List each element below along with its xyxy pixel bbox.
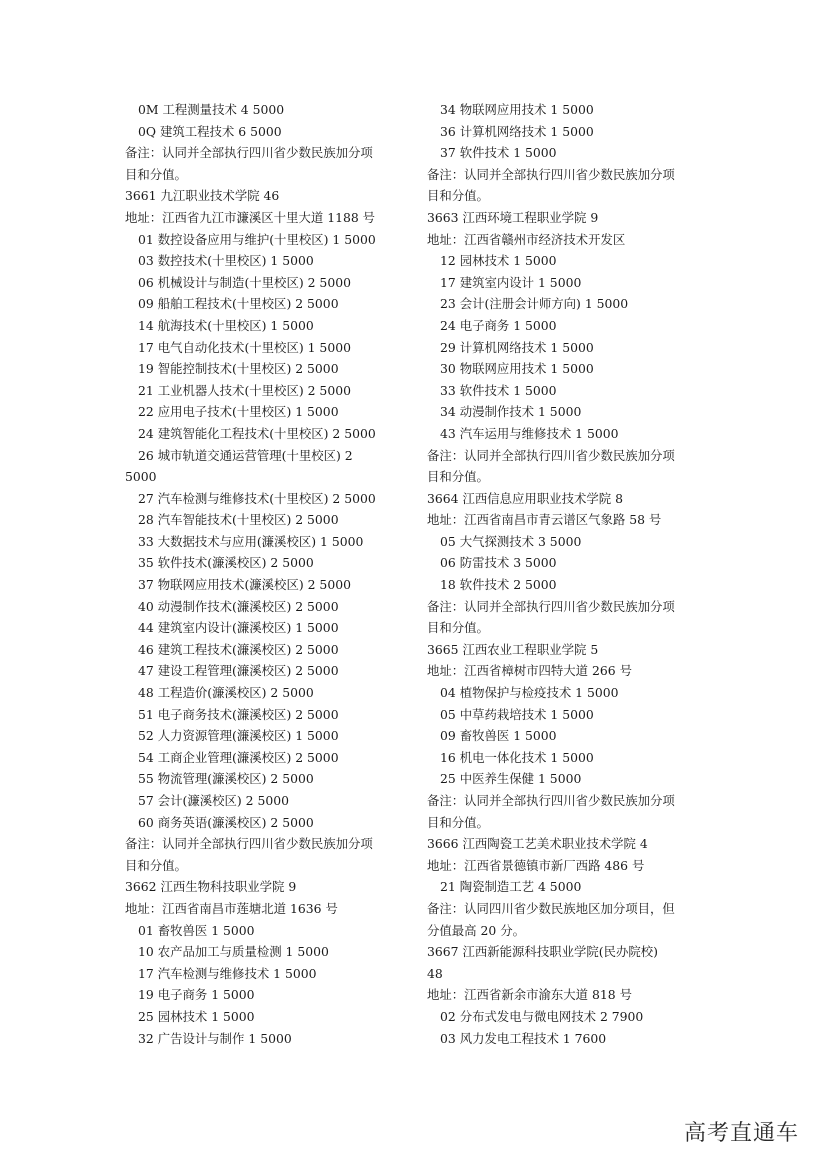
text-line: 04 植物保护与检疫技术 1 5000: [440, 685, 619, 701]
text-line: 43 汽车运用与维修技术 1 5000: [440, 425, 619, 441]
text-line: 34 动漫制作技术 1 5000: [440, 404, 582, 420]
text-line: 02 分布式发电与微电网技术 2 7900: [440, 1008, 644, 1024]
text-line: 备注：认同并全部执行四川省少数民族加分项: [427, 166, 675, 182]
text-line: 0M 工程测量技术 4 5000: [138, 102, 285, 117]
text-line: 3667 江西新能源科技职业学院(民办院校): [427, 944, 658, 960]
text-line: 16 机电一体化技术 1 5000: [440, 749, 594, 765]
text-line: 06 防雷技术 3 5000: [440, 555, 557, 571]
text-line: 3663 江西环境工程职业学院 9: [427, 209, 599, 225]
text-line: 地址：江西省赣州市经济技术开发区: [427, 231, 626, 247]
text-line: 26 城市轨道交通运营管理(十里校区) 2: [138, 447, 353, 463]
text-line: 地址：江西省九江市濂溪区十里大道 1188 号: [125, 209, 376, 225]
text-line: 48: [427, 965, 443, 981]
text-line: 地址：江西省南昌市青云谱区气象路 58 号: [427, 512, 662, 528]
text-line: 备注：认同并全部执行四川省少数民族加分项: [125, 145, 373, 161]
text-line: 09 船舶工程技术(十里校区) 2 5000: [138, 296, 339, 312]
text-line: 目和分值。: [427, 188, 489, 204]
text-line: 地址：江西省新余市渝东大道 818 号: [427, 987, 632, 1003]
text-line: 18 软件技术 2 5000: [440, 577, 557, 593]
text-line: 17 建筑室内设计 1 5000: [440, 274, 582, 290]
text-line: 3666 江西陶瓷工艺美术职业技术学院 4: [427, 836, 648, 852]
text-line: 备注：认同四川省少数民族地区加分项目，但: [427, 900, 675, 916]
text-line: 目和分值。: [427, 814, 489, 830]
text-line: 32 广告设计与制作 1 5000: [138, 1030, 292, 1046]
text-line: 3665 江西农业工程职业学院 5: [427, 641, 599, 657]
text-line: 21 工业机器人技术(十里校区) 2 5000: [138, 382, 351, 398]
text-line: 27 汽车检测与维修技术(十里校区) 2 5000: [138, 490, 376, 506]
text-line: 51 电子商务技术(濂溪校区) 2 5000: [138, 706, 339, 722]
text-line: 25 园林技术 1 5000: [138, 1008, 255, 1024]
text-line: 目和分值。: [125, 857, 187, 873]
text-line: 35 软件技术(濂溪校区) 2 5000: [138, 555, 314, 571]
text-line: 06 机械设计与制造(十里校区) 2 5000: [138, 274, 351, 290]
text-line: 目和分值。: [125, 166, 187, 182]
text-line: 60 商务英语(濂溪校区) 2 5000: [138, 814, 314, 830]
text-line: 0Q 建筑工程技术 6 5000: [138, 123, 282, 139]
text-line: 52 人力资源管理(濂溪校区) 1 5000: [138, 728, 339, 744]
text-line: 09 畜牧兽医 1 5000: [440, 728, 557, 744]
text-line: 备注：认同并全部执行四川省少数民族加分项: [125, 836, 373, 852]
text-line: 10 农产品加工与质量检测 1 5000: [138, 944, 329, 960]
text-line: 37 软件技术 1 5000: [440, 145, 557, 161]
text-line: 05 中草药栽培技术 1 5000: [440, 706, 594, 722]
right-column: [427, 99, 727, 1049]
text-line: 55 物流管理(濂溪校区) 2 5000: [138, 771, 314, 787]
text-line: 目和分值。: [427, 620, 489, 636]
text-line: 3661 九江职业技术学院 46: [125, 188, 280, 204]
watermark-logo-text: 高考直通车: [683, 1121, 799, 1146]
text-line: 3664 江西信息应用职业技术学院 8: [427, 490, 623, 506]
text-line: 54 工商企业管理(濂溪校区) 2 5000: [138, 749, 339, 765]
text-line: 14 航海技术(十里校区) 1 5000: [138, 317, 314, 333]
text-line: 01 数控设备应用与维护(十里校区) 1 5000: [138, 231, 376, 247]
text-line: 03 数控技术(十里校区) 1 5000: [138, 253, 314, 269]
text-line: 47 建设工程管理(濂溪校区) 2 5000: [138, 663, 339, 679]
text-line: 分值最高 20 分。: [427, 922, 525, 938]
text-line: 05 大气探测技术 3 5000: [440, 533, 582, 549]
text-line: 46 建筑工程技术(濂溪校区) 2 5000: [138, 641, 339, 657]
text-line: 17 电气自动化技术(十里校区) 1 5000: [138, 339, 351, 355]
text-line: 29 计算机网络技术 1 5000: [440, 339, 594, 355]
text-line: 21 陶瓷制造工艺 4 5000: [440, 879, 582, 895]
text-line: 33 大数据技术与应用(濂溪校区) 1 5000: [138, 533, 364, 549]
text-line: 地址：江西省樟树市四特大道 266 号: [427, 663, 632, 679]
text-line: 5000: [125, 469, 157, 485]
text-line: 40 动漫制作技术(濂溪校区) 2 5000: [138, 598, 339, 614]
text-line: 备注：认同并全部执行四川省少数民族加分项: [427, 447, 675, 463]
text-line: 03 风力发电工程技术 1 7600: [440, 1030, 607, 1046]
text-line: 37 物联网应用技术(濂溪校区) 2 5000: [138, 577, 351, 593]
text-line: 24 电子商务 1 5000: [440, 317, 557, 333]
text-line: 备注：认同并全部执行四川省少数民族加分项: [427, 598, 675, 614]
text-line: 备注：认同并全部执行四川省少数民族加分项: [427, 793, 675, 808]
text-line: 24 建筑智能化工程技术(十里校区) 2 5000: [138, 425, 376, 441]
text-line: 19 电子商务 1 5000: [138, 987, 255, 1003]
text-line: 28 汽车智能技术(十里校区) 2 5000: [138, 512, 339, 528]
text-line: 34 物联网应用技术 1 5000: [440, 102, 594, 117]
text-line: 44 建筑室内设计(濂溪校区) 1 5000: [138, 620, 339, 636]
text-line: 48 工程造价(濂溪校区) 2 5000: [138, 685, 314, 701]
text-line: 57 会计(濂溪校区) 2 5000: [138, 793, 290, 808]
text-line: 17 汽车检测与维修技术 1 5000: [138, 965, 317, 981]
left-column: [125, 99, 425, 1049]
text-line: 19 智能控制技术(十里校区) 2 5000: [138, 361, 339, 377]
text-line: 22 应用电子技术(十里校区) 1 5000: [138, 404, 339, 420]
text-line: 12 园林技术 1 5000: [440, 253, 557, 269]
text-line: 3662 江西生物科技职业学院 9: [125, 879, 297, 895]
text-line: 地址：江西省景德镇市新厂西路 486 号: [427, 857, 645, 873]
text-line: 01 畜牧兽医 1 5000: [138, 922, 255, 938]
text-line: 23 会计(注册会计师方向) 1 5000: [440, 296, 629, 312]
text-line: 33 软件技术 1 5000: [440, 382, 557, 398]
text-line: 25 中医养生保健 1 5000: [440, 771, 582, 787]
text-line: 36 计算机网络技术 1 5000: [440, 123, 594, 139]
text-line: 30 物联网应用技术 1 5000: [440, 361, 594, 377]
text-line: 地址：江西省南昌市莲塘北道 1636 号: [125, 900, 338, 916]
text-line: 目和分值。: [427, 469, 489, 485]
